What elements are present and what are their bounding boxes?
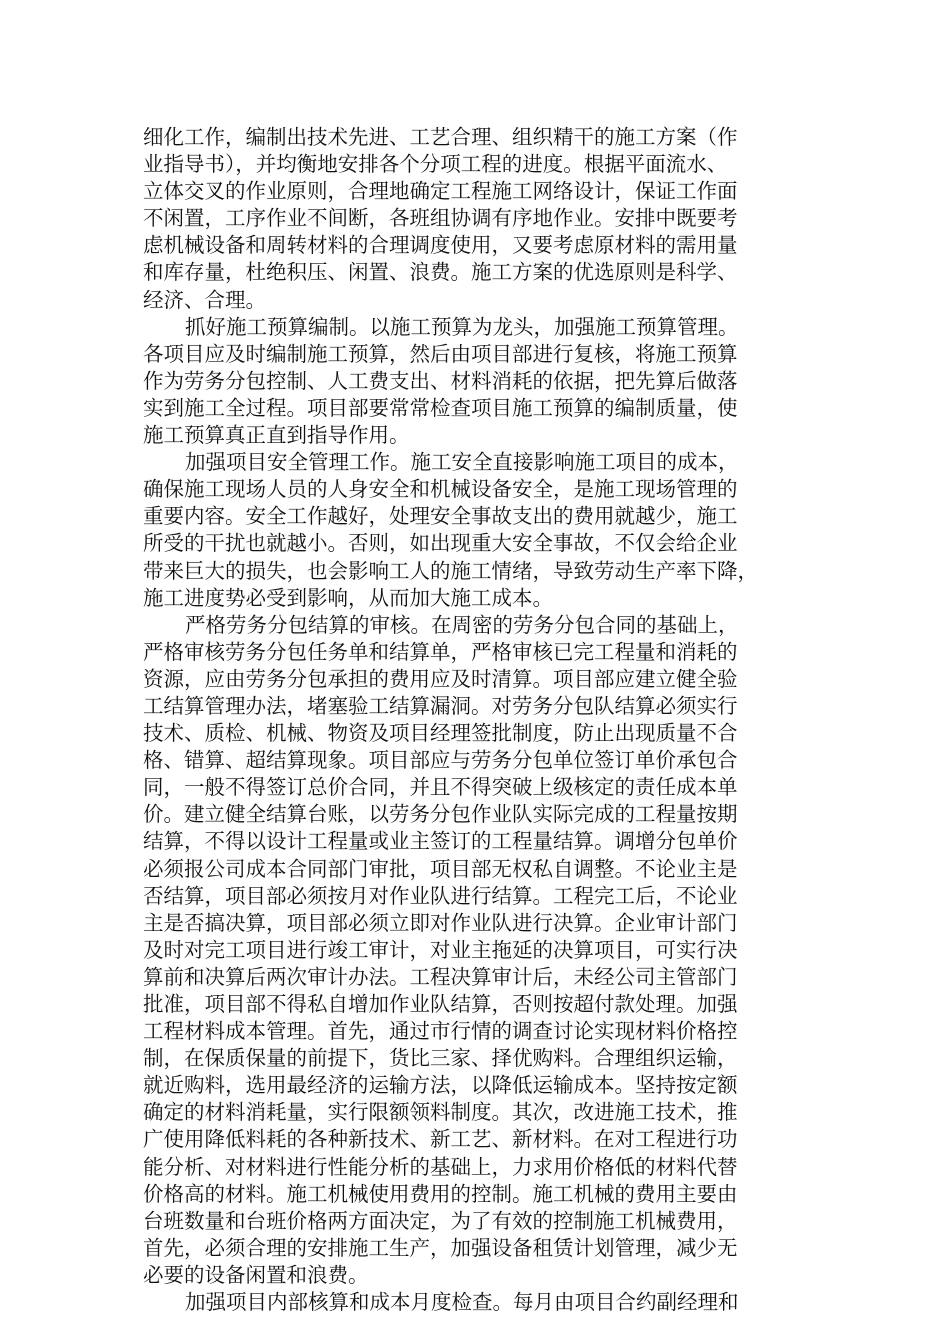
text-line: 严格审核劳务分包任务单和结算单，严格审核已完工程量和消耗的 <box>143 639 738 664</box>
document-body <box>143 124 807 1316</box>
text-line: 施工预算真正直到指导作用。 <box>143 423 410 448</box>
text-line: 虑机械设备和周转材料的合理调度使用，又要考虑原材料的需用量 <box>143 233 738 258</box>
text-line: 业指导书），并均衡地安排各个分项工程的进度。根据平面流水、 <box>143 152 728 177</box>
text-line: 结算，不得以设计工程量或业主签订的工程量结算。调增分包单价 <box>143 829 738 854</box>
text-line: 能分析、对材料进行性能分析的基础上，力求用价格低的材料代替 <box>143 1154 738 1179</box>
text-line: 各项目应及时编制施工预算，然后由项目部进行复核，将施工预算 <box>143 341 738 366</box>
text-line: 重要内容。安全工作越好，处理安全事故支出的费用就越少，施工 <box>143 504 738 529</box>
text-line: 技术、质检、机械、物资及项目经理签批制度，防止出现质量不合 <box>143 721 738 746</box>
text-line: 工程材料成本管理。首先，通过市行情的调查讨论实现材料价格控 <box>143 1019 738 1044</box>
text-line: 批准，项目部不得私自增加作业队结算，否则按超付款处理。加强 <box>143 992 738 1016</box>
text-line: 不闲置，工序作业不间断，各班组协调有序地作业。安排中既要考 <box>143 206 738 231</box>
text-line: 价格高的材料。施工机械使用费用的控制。施工机械的费用主要由 <box>143 1181 738 1206</box>
text-line: 带来巨大的损失，也会影响工人的施工情绪，导致劳动生产率下降， <box>143 558 758 583</box>
text-line: 立体交叉的作业原则，合理地确定工程施工网络设计，保证工作面 <box>143 179 738 204</box>
paragraph-first-line: 加强项目内部核算和成本月度检查。每月由项目合约副经理和 <box>185 1290 739 1315</box>
text-line: 必要的设备闲置和浪费。 <box>143 1262 369 1287</box>
text-line: 及时对完工项目进行竣工审计，对业主拖延的决算项目，可实行决 <box>143 937 738 962</box>
text-line: 首先，必须合理的安排施工生产，加强设备租赁计划管理，减少无 <box>143 1235 738 1260</box>
text-line: 实到施工全过程。项目部要常常检查项目施工预算的编制质量，使 <box>143 395 738 420</box>
text-line: 广使用降低料耗的各种新技术、新工艺、新材料。在对工程进行功 <box>143 1127 738 1152</box>
text-line: 主是否搞决算，项目部必须立即对作业队进行决算。企业审计部门 <box>143 910 738 935</box>
paragraph-first-line: 加强项目安全管理工作。施工安全直接影响施工项目的成本， <box>185 450 739 475</box>
paragraph-first-line: 严格劳务分包结算的审核。在周密的劳务分包合同的基础上， <box>185 612 739 637</box>
text-line: 所受的干扰也就越小。否则，如出现重大安全事故，不仅会给企业 <box>143 531 738 556</box>
text-line: 算前和决算后两次审计办法。工程决算审计后，未经公司主管部门 <box>143 964 738 989</box>
text-line: 就近购料，选用最经济的运输方法，以降低运输成本。坚持按定额 <box>143 1073 738 1098</box>
text-line: 和库存量，杜绝积压、闲置、浪费。施工方案的优选原则是科学、 <box>143 260 738 285</box>
text-line: 资源，应由劳务分包承担的费用应及时清算。项目部应建立健全验 <box>143 666 738 691</box>
text-line: 台班数量和台班价格两方面决定，为了有效的控制施工机械费用， <box>143 1208 738 1233</box>
text-line: 作为劳务分包控制、人工费支出、材料消耗的依据，把先算后做落 <box>143 368 738 393</box>
text-line: 细化工作，编制出技术先进、工艺合理、组织精干的施工方案（作 <box>143 125 738 149</box>
text-line: 同，一般不得签订总价合同，并且不得突破上级核定的责任成本单 <box>143 775 738 800</box>
text-line: 制，在保质保量的前提下，货比三家、择优购料。合理组织运输， <box>143 1046 738 1071</box>
text-line: 必须报公司成本合同部门审批，项目部无权私自调整。不论业主是 <box>143 856 738 881</box>
text-line: 格、错算、超结算现象。项目部应与劳务分包单位签订单价承包合 <box>143 748 738 773</box>
text-line: 否结算，项目部必须按月对作业队进行结算。工程完工后，不论业 <box>143 883 738 908</box>
text-line: 价。建立健全结算台账，以劳务分包作业队实际完成的工程量按期 <box>143 802 738 827</box>
text-line: 确定的材料消耗量，实行限额领料制度。其次，改进施工技术，推 <box>143 1100 738 1125</box>
text-line: 确保施工现场人员的人身安全和机械设备安全，是施工现场管理的 <box>143 477 738 502</box>
text-line: 施工进度势必受到影响，从而加大施工成本。 <box>143 585 553 610</box>
text-line: 经济、合理。 <box>143 287 266 312</box>
text-line: 工结算管理办法，堵塞验工结算漏洞。对劳务分包队结算必须实行 <box>143 693 738 718</box>
paragraph-first-line: 抓好施工预算编制。以施工预算为龙头，加强施工预算管理。 <box>185 314 739 339</box>
